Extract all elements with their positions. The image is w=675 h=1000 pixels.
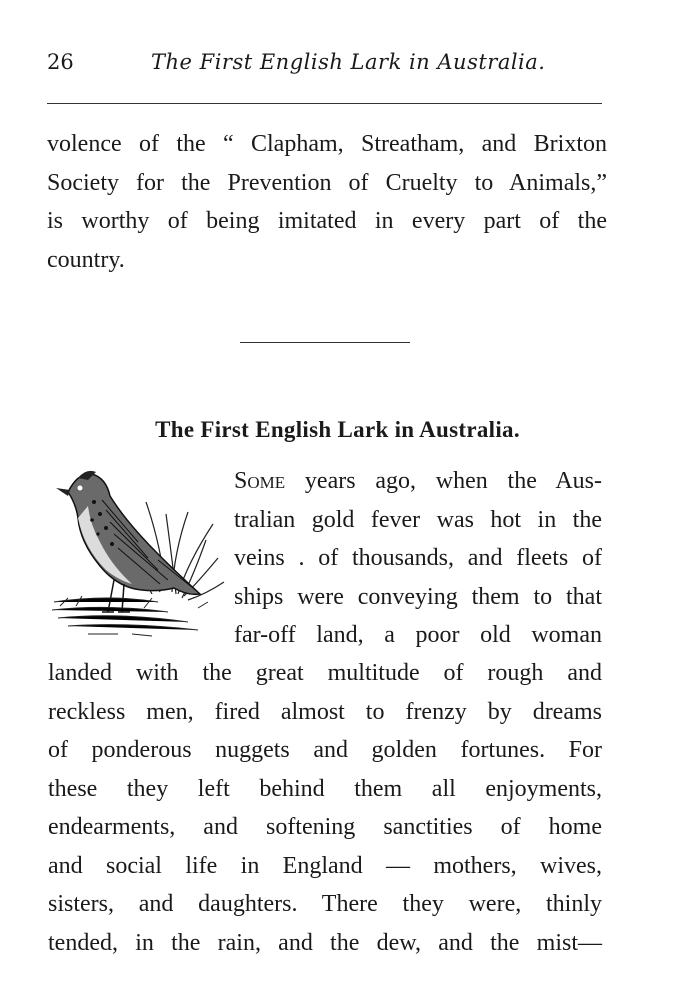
paragraph-opening [234, 462, 602, 655]
text-line-rest: years ago, when the Aus- [285, 468, 602, 494]
page-header [47, 48, 602, 78]
drop-word: Some [234, 468, 286, 494]
text-line: of ponderous nuggets and golden fortunes. For [48, 737, 602, 763]
text-line: reckless men, fired almost to frenzy by dreams [48, 698, 602, 725]
text-line: these they left behind them all enjoyments, [48, 775, 602, 802]
text-line: ships were conveying them to that [234, 583, 602, 610]
text-line: tended, in the rain, and the dew, and the mist— [48, 929, 602, 956]
text-line: Society for the Prevention of Cruelty to Animals,” [47, 169, 607, 196]
section-divider [240, 342, 410, 343]
continuation-paragraph [47, 125, 607, 279]
paragraph-body [48, 654, 602, 962]
header-rule [47, 103, 602, 104]
text-line: tralian gold fever was hot in the [234, 506, 602, 533]
text-line [234, 462, 602, 501]
section-title: The First English Lark in Australia. [155, 417, 520, 442]
running-title: The First English Lark in Australia. [151, 50, 546, 74]
text-line: veins . of thousands, and fleets of [234, 545, 602, 571]
text-line: far-off land, a poor old woman [234, 622, 602, 648]
text-line: sisters, and daughters. There they were, thinly [48, 891, 602, 917]
text-line: endearments, and softening sanctities of home [48, 814, 602, 840]
text-line: country. [47, 246, 125, 273]
text-line: is worthy of being imitated in every part of the [47, 208, 607, 234]
page-number: 26 [47, 50, 74, 74]
text-line: volence of the “ Clapham, Streatham, and Brixton [47, 131, 607, 157]
text-line: and social life in England — mothers, wives, [48, 852, 602, 879]
lark-engraving-icon [48, 462, 228, 642]
text-line: landed with the great multitude of rough and [48, 660, 602, 686]
